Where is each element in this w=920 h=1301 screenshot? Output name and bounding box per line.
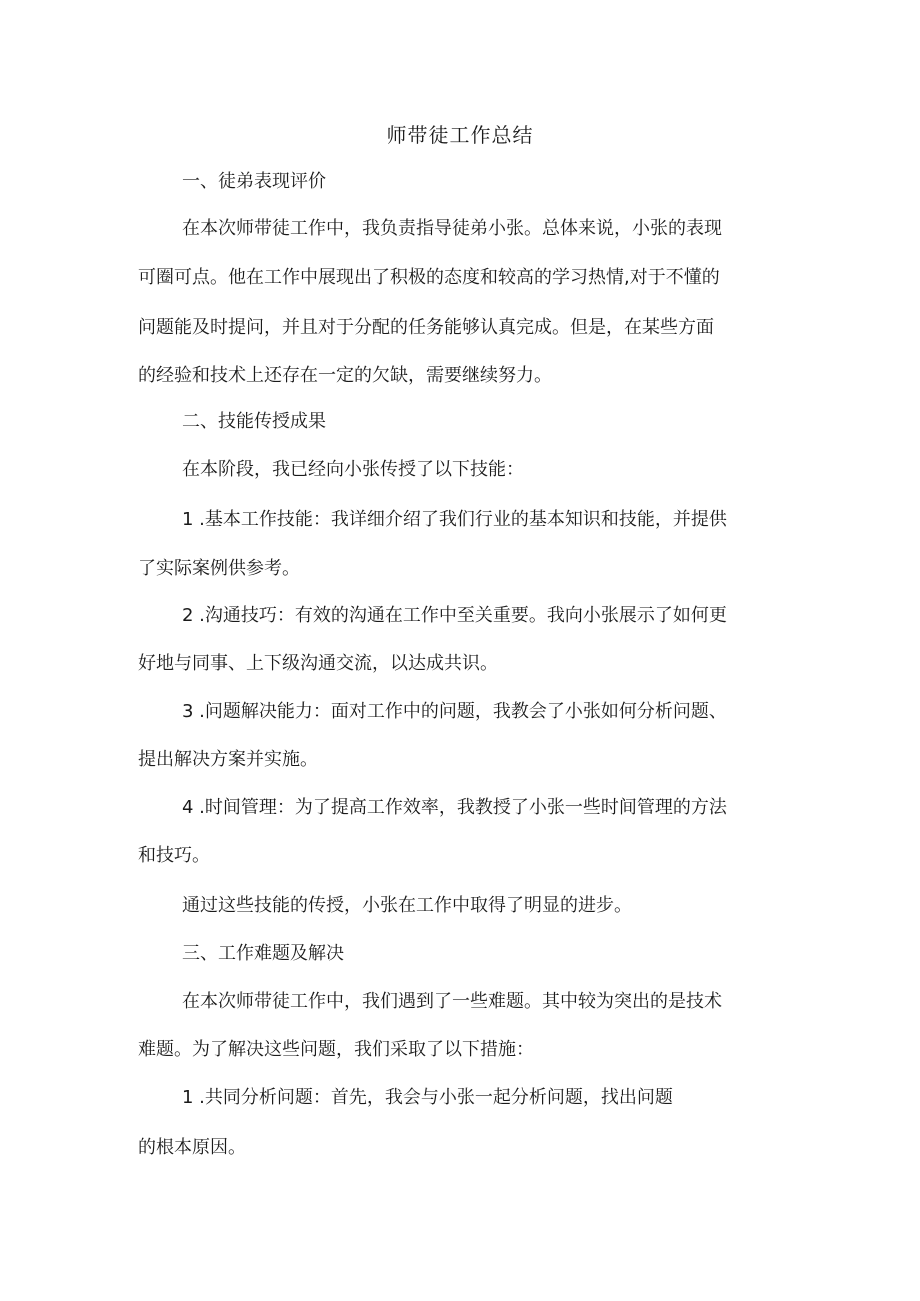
section-heading-3: 三、工作难题及解决 (182, 943, 344, 964)
list-item-line: 4 .时间管理：为了提高工作效率，我教授了小张一些时间管理的方法 (182, 797, 727, 818)
section-heading-1: 一、徒弟表现评价 (182, 171, 326, 192)
list-item-line: 好地与同事、上下级沟通交流，以达成共识。 (138, 653, 498, 674)
paragraph-line: 在本次师带徒工作中，我们遇到了一些难题。其中较为突出的是技术 (182, 991, 722, 1012)
paragraph-line: 在本次师带徒工作中，我负责指导徒弟小张。总体来说，小张的表现 (182, 218, 722, 239)
section-heading-2: 二、技能传授成果 (182, 411, 326, 432)
list-item-line: 2 .沟通技巧：有效的沟通在工作中至关重要。我向小张展示了如何更 (182, 605, 727, 626)
paragraph-line: 可圈可点。他在工作中展现出了积极的态度和较高的学习热情,对于不懂的 (138, 267, 720, 288)
document-title: 师带徒工作总结 (386, 123, 534, 147)
paragraph-line: 难题。为了解决这些问题，我们采取了以下措施： (138, 1039, 534, 1060)
list-item-line: 和技巧。 (138, 845, 210, 866)
list-item-line: 的根本原因。 (138, 1137, 246, 1158)
list-item-line: 3 .问题解决能力：面对工作中的问题，我教会了小张如何分析问题、 (182, 701, 727, 722)
paragraph-line: 通过这些技能的传授，小张在工作中取得了明显的进步。 (182, 895, 632, 916)
list-item-line: 了实际案例供参考。 (138, 558, 300, 579)
list-item-line: 提出解决方案并实施。 (138, 749, 318, 770)
list-item-line: 1 .共同分析问题：首先，我会与小张一起分析问题，找出问题 (182, 1087, 673, 1108)
paragraph-line: 在本阶段，我已经向小张传授了以下技能： (182, 459, 524, 480)
list-item-line: 1 .基本工作技能：我详细介绍了我们行业的基本知识和技能，并提供 (182, 509, 727, 530)
paragraph-line: 问题能及时提问，并且对于分配的任务能够认真完成。但是，在某些方面 (138, 317, 714, 338)
paragraph-line: 的经验和技术上还存在一定的欠缺，需要继续努力。 (138, 365, 552, 386)
